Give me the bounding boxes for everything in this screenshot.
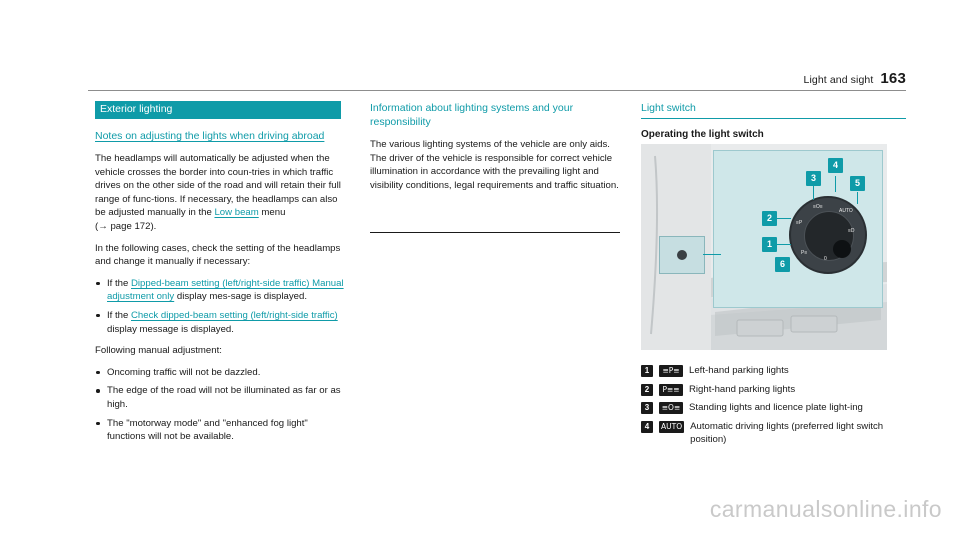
column-right bbox=[641, 101, 906, 150]
knob-label-standing-icon: ≡O≡ bbox=[813, 204, 823, 210]
leader-line-6 bbox=[703, 254, 721, 255]
column-middle-divider bbox=[370, 232, 620, 233]
figure-legend bbox=[641, 364, 906, 452]
page-number: 163 bbox=[880, 70, 906, 87]
legend-text-3: Standing lights and licence plate light‑ing bbox=[689, 402, 863, 414]
light-switch-knob[interactable] bbox=[789, 196, 867, 274]
knob-label-off: 0 bbox=[824, 256, 827, 262]
paragraph-lighting-systems-aids: The various lighting systems of the vehicle are only aids. The driver of the vehicle is responsible for correct vehicle illumination in accordance with the prevailing light and visibility conditions, legal requirements and traffic situation. bbox=[370, 139, 619, 191]
legend-number-4: 4 bbox=[641, 421, 653, 433]
legend-number-3: 3 bbox=[641, 402, 653, 414]
para1-text-a: The headlamps will automatically be adjusted when the vehicle crosses the border into coun‑tries in which traffic drives on the other side of the road and will retain their full range of func‑tions. If necessary, the headlamps can also be adjusted manually in the bbox=[95, 153, 341, 219]
subheading-light-switch: Light switch bbox=[641, 101, 906, 119]
legend-text-4: Automatic driving lights (preferred light switch position) bbox=[690, 420, 884, 446]
leader-line-5 bbox=[857, 192, 858, 204]
knob-label-auto: AUTO bbox=[839, 208, 853, 214]
link-dipped-beam-setting-message[interactable]: Dipped-beam setting (left/right-side traffic) Manual adjustment only bbox=[107, 277, 344, 303]
leader-line-4 bbox=[835, 176, 836, 192]
column-left bbox=[95, 101, 345, 452]
figure-light-switch-illustration bbox=[641, 144, 887, 350]
knob-label-low-beam-icon: ≡D bbox=[848, 228, 855, 234]
auto-lights-icon: AUTO bbox=[661, 421, 683, 431]
callout-5: 5 bbox=[850, 176, 865, 191]
section-title-bar: Exterior lighting bbox=[95, 101, 341, 119]
watermark: carmanualsonline.info bbox=[709, 496, 942, 522]
paragraph-following-manual-adjustment: Following manual adjustment: bbox=[95, 345, 222, 357]
callout-2: 2 bbox=[762, 211, 777, 226]
subheading-notes-adjusting-lights[interactable]: Notes on adjusting the lights when driving abroad bbox=[95, 130, 325, 142]
legend-number-1: 1 bbox=[641, 365, 653, 377]
list-item bbox=[95, 309, 345, 336]
callout-1: 1 bbox=[762, 237, 777, 252]
page-header bbox=[88, 70, 906, 87]
bullet-list-manual-adjustment-effects bbox=[95, 366, 345, 444]
legend-text-2: Right-hand parking lights bbox=[689, 383, 796, 395]
leader-line-3 bbox=[813, 186, 814, 200]
light-switch-knob-hub bbox=[833, 240, 851, 258]
legend-row-2 bbox=[641, 383, 906, 397]
left-parking-lights-icon: ≡P≡ bbox=[659, 365, 683, 377]
subheading-lighting-responsibility: Information about lighting systems and your responsibility bbox=[370, 102, 574, 128]
link-check-dipped-beam-message[interactable]: Check dipped-beam setting (left/right-side traffic) bbox=[131, 309, 338, 321]
right-parking-lights-icon: P≡≡ bbox=[659, 384, 683, 396]
bullet1-text-a: If the bbox=[107, 277, 131, 289]
list-item: Oncoming traffic will not be dazzled. bbox=[95, 366, 345, 380]
bullet2-text-b: display message is displayed. bbox=[107, 323, 234, 335]
para1-text-b: menu bbox=[258, 207, 286, 219]
hazard-switch-cluster[interactable] bbox=[659, 236, 705, 274]
legend-row-1 bbox=[641, 364, 906, 378]
subheading-operating-light-switch: Operating the light switch bbox=[641, 129, 764, 140]
list-item bbox=[95, 277, 345, 304]
callout-4: 4 bbox=[828, 158, 843, 173]
bullet-list-display-messages bbox=[95, 277, 345, 336]
standing-lights-icon: ≡O≡ bbox=[659, 402, 683, 414]
link-low-beam-menu[interactable]: Low beam bbox=[214, 207, 259, 219]
legend-row-4 bbox=[641, 420, 906, 447]
legend-text-1: Left-hand parking lights bbox=[689, 365, 789, 376]
para1-page-ref: (→ page 172). bbox=[95, 220, 157, 232]
knob-label-left-park-icon: ≡P bbox=[796, 220, 803, 226]
bullet1-text-b: display mes‑sage is displayed. bbox=[174, 291, 307, 303]
light-switch-knob-inner[interactable] bbox=[804, 211, 854, 261]
header-section-title: Light and sight bbox=[803, 74, 874, 86]
knob-label-right-park-icon: P≡ bbox=[801, 250, 808, 256]
column-middle bbox=[370, 101, 620, 200]
list-item: The "motorway mode" and "enhanced fog light" functions will not be available. bbox=[95, 417, 345, 444]
switch-button-icon[interactable] bbox=[677, 250, 687, 260]
bullet2-text-a: If the bbox=[107, 309, 131, 321]
paragraph-headlamp-adjustment bbox=[95, 152, 345, 234]
leader-line-2 bbox=[777, 218, 791, 219]
list-item: The edge of the road will not be illuminated as far or as high. bbox=[95, 384, 345, 411]
callout-3: 3 bbox=[806, 171, 821, 186]
legend-number-2: 2 bbox=[641, 384, 653, 396]
legend-row-3 bbox=[641, 401, 906, 415]
callout-6: 6 bbox=[775, 257, 790, 272]
header-divider bbox=[88, 90, 906, 91]
leader-line-1 bbox=[777, 244, 791, 245]
paragraph-check-setting: In the following cases, check the setting of the headlamps and change it manually if necessary: bbox=[95, 242, 341, 268]
